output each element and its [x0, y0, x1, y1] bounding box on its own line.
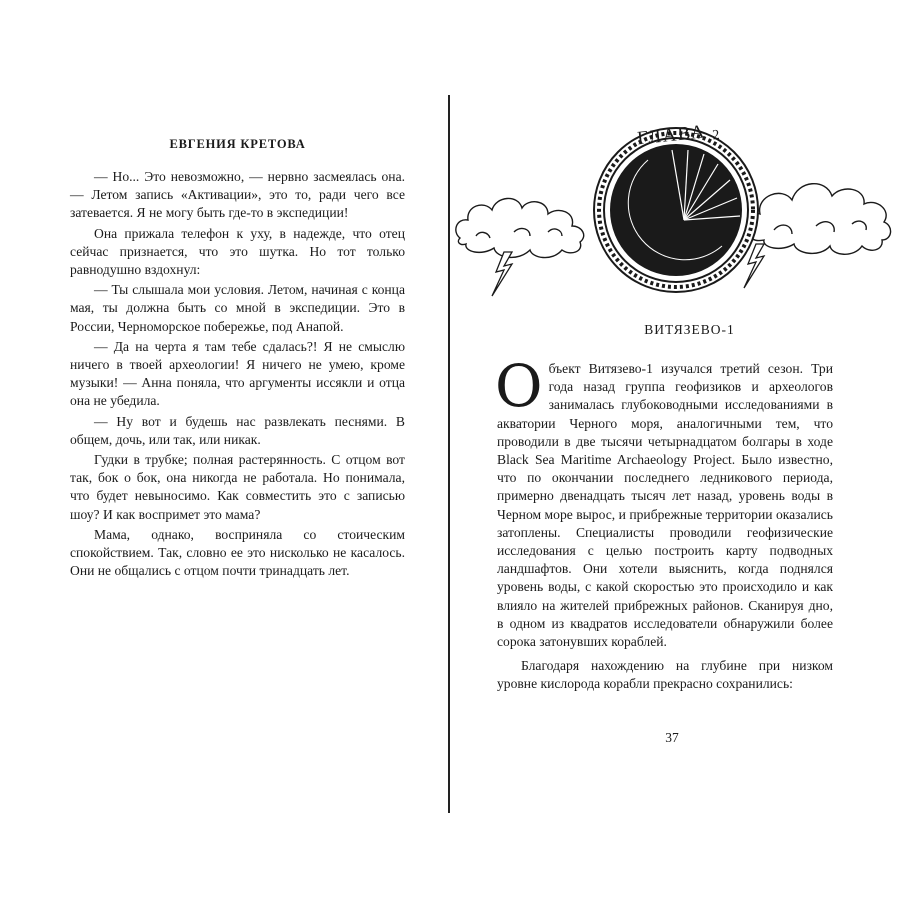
- right-text-block: [495, 352, 833, 694]
- left-page: [0, 0, 449, 900]
- paragraph: — Ты слышала мои условия. Летом, начиная с конца мая, ты должна быть со мной в экспедиции. Это в России, Черноморское побережье, под Анапой.: [70, 282, 405, 334]
- drop-cap: О: [495, 352, 543, 420]
- paragraph: — Ну вот и будешь нас развлекать песнями. В общем, дочь, или так, или никак.: [70, 413, 405, 447]
- left-text-block: [70, 168, 405, 580]
- moon-medallion-icon: [594, 128, 758, 292]
- paragraph: — Да на черта я там тебе сдалась?! Я не смыслю ничего в твоей археологии! Я ничего не умею, кроме музыки! — Анна поняла, что аргументы иссякли и отца она не убедила.: [70, 338, 405, 409]
- paragraph: — Но... Это невозможно, — нервно засмеялась она. — Летом запись «Активации», это то, ради чего все затевается. Я не могу быть где-то в экспедиции!: [70, 169, 405, 221]
- cloud-left-icon: [456, 198, 584, 257]
- running-head: ЕВГЕНИЯ КРЕТОВА: [169, 137, 306, 151]
- lightning-left-icon: [492, 252, 512, 296]
- paragraph: Мама, однако, восприняла со стоическим спокойствием. Так, словно ее это нисколько не касалось. Они не общались с отцом почти тринадцать лет.: [70, 526, 405, 579]
- cloud-right-icon: [747, 184, 891, 255]
- chapter-label: ГЛАВА: [636, 121, 707, 150]
- chapter-title: ВИТЯЗЕВО-1: [644, 322, 735, 337]
- paragraph: Благодаря нахождению на глубине при низком уровне кислорода корабли прекрасно сохранились:: [497, 658, 833, 692]
- right-page: [452, 0, 900, 900]
- first-paragraph-text: бъект Витязево-1 изучался третий сезон. Три года назад группа геофизиков и археологов занималась глубоководными исследованиями в акватории Черного моря, аналогичными тем, что проводили в две тысячи четырнадцатом болгары в ходе Black Sea Maritime Archaeology Project. Было известно, что по окончании последнего ледникового периода, примерно двенадцать тысяч лет назад, уровень воды в Черном море вырос, и прибрежные территории оказались затоплены. Специалисты проводили геофизические исследования с целью построить карту подводных ландшафтов. Они хотели выяснить, когда поднялся уровень воды, с какой скоростью это происходило и как влияло на жителей прибрежных районов. Сканируя дно, в одном из квадратов исследователи обнаружили более сорока затонувших кораблей.: [497, 361, 833, 650]
- first-paragraph: [495, 352, 833, 651]
- page-number: 37: [665, 730, 679, 745]
- chapter-emblem: [452, 0, 900, 310]
- paragraph: Она прижала телефон к уху, в надежде, что отец сейчас признается, что это шутка. Но тот только равнодушно вздохнул:: [70, 225, 405, 278]
- paragraph: Гудки в трубке; полная растерянность. С отцом вот так, бок о бок, она никогда не работала. Но понимала, что будет невыносимо. Как совместить это с записью шоу? И как воспримет это мама?: [70, 452, 405, 522]
- chapter-number: 2: [711, 127, 722, 144]
